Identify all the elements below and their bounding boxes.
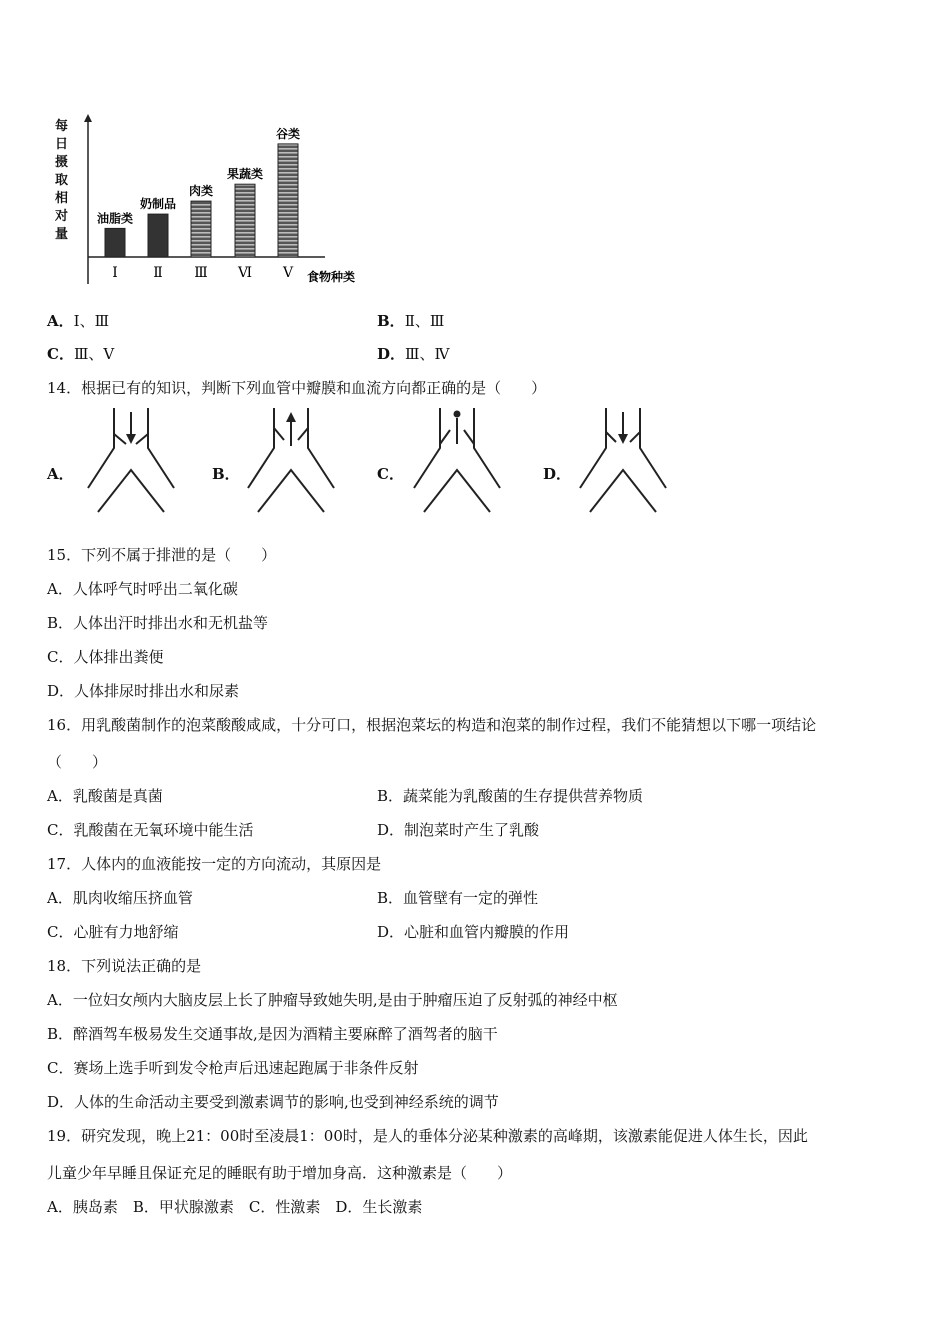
q14-label-b: B． <box>212 465 240 483</box>
q15-option-b: B．人体出汗时排出水和无机盐等 <box>47 614 269 632</box>
q16-stem: 16．用乳酸菌制作的泡菜酸酸咸咸，十分可口，根据泡菜坛的构造和泡菜的制作过程，我们不能猜想以下哪一项结论 <box>47 716 817 734</box>
y-axis-arrow <box>84 114 92 122</box>
q18-stem: 18．下列说法正确的是 <box>47 957 202 975</box>
q19-stem-cont: 儿童少年早睡且保证充足的睡眠有助于增加身高．这种激素是（ ） <box>47 1164 513 1182</box>
q15-option-d: D．人体排尿时排出水和尿素 <box>47 682 240 700</box>
x-tick-5: Ⅴ <box>282 265 294 281</box>
q16-option-c: C．乳酸菌在无氧环境中能生活 <box>47 821 254 839</box>
bar-label-5: 谷类 <box>275 126 301 141</box>
q17-option-b: B．血管壁有一定的弹性 <box>377 889 539 907</box>
q16-option-b: B．蔬菜能为乳酸菌的生存提供营养物质 <box>377 787 644 805</box>
bar-5 <box>278 144 298 257</box>
x-tick-1: Ⅰ <box>112 265 118 281</box>
bar-2 <box>148 214 168 257</box>
q18-option-c: C．赛场上选手听到发令枪声后迅速起跑属于非条件反射 <box>47 1059 419 1077</box>
bar-label-1: 油脂类 <box>96 211 134 226</box>
food-intake-chart <box>55 112 385 290</box>
q15-stem: 15．下列不属于排泄的是（ ） <box>47 546 277 564</box>
q16-option-a: A．乳酸菌是真菌 <box>47 787 163 805</box>
q13-option-a: A．Ⅰ、Ⅲ <box>47 312 110 330</box>
q17-stem: 17．人体内的血液能按一定的方向流动，其原因是 <box>47 855 382 873</box>
vessel-diagram-b <box>246 408 336 514</box>
q17-option-d: D．心脏和血管内瓣膜的作用 <box>377 923 570 941</box>
x-tick-2: Ⅱ <box>153 265 163 281</box>
q14-stem: 14．根据已有的知识，判断下列血管中瓣膜和血流方向都正确的是（ ） <box>47 379 547 397</box>
q18-option-d: D．人体的生命活动主要受到激素调节的影响,也受到神经系统的调节 <box>47 1093 499 1111</box>
q18-option-a: A．一位妇女颅内大脑皮层上长了肿瘤导致她失明,是由于肿瘤压迫了反射弧的神经中枢 <box>47 991 618 1009</box>
bar-4 <box>235 184 255 257</box>
bar-label-3: 肉类 <box>188 184 214 199</box>
q13-option-d: D．Ⅲ、Ⅳ <box>377 345 450 363</box>
x-tick-3: Ⅲ <box>194 265 208 281</box>
bar-1 <box>105 228 125 257</box>
q15-option-a: A．人体呼气时呼出二氧化碳 <box>47 580 238 598</box>
q16-option-d: D．制泡菜时产生了乳酸 <box>377 821 540 839</box>
chart-x-axis-title: 食物种类 <box>307 270 356 284</box>
q19-stem: 19．研究发现，晚上21：00时至凌晨1：00时，是人的垂体分泌某种激素的高峰期，该激素能促进人体生长，因此 <box>47 1127 808 1145</box>
q17-option-c: C．心脏有力地舒缩 <box>47 923 179 941</box>
q14-label-a: A． <box>47 465 74 483</box>
q14-label-d: D． <box>543 465 572 483</box>
q19-options: A．胰岛素 B．甲状腺激素 C．性激素 D．生长激素 <box>47 1198 423 1216</box>
bar-label-2: 奶制品 <box>139 197 177 212</box>
q18-option-b: B．醉酒驾车极易发生交通事故,是因为酒精主要麻醉了酒驾者的脑干 <box>47 1025 498 1043</box>
q13-option-c: C．Ⅲ、Ⅴ <box>47 345 115 363</box>
q17-option-a: A．肌肉收缩压挤血管 <box>47 889 193 907</box>
bar-label-4: 果蔬类 <box>226 167 264 182</box>
q16-stem-paren: （ ） <box>47 753 108 771</box>
chart-svg <box>55 112 385 290</box>
vessel-diagram-a <box>86 408 176 514</box>
x-tick-4: Ⅵ <box>237 265 253 281</box>
bar-3 <box>191 201 211 257</box>
vessel-diagram-c <box>412 408 502 514</box>
q13-option-b: B．Ⅱ、Ⅲ <box>377 312 445 330</box>
q15-option-c: C．人体排出粪便 <box>47 648 164 666</box>
chart-y-axis-title: 每日摄取相对量 <box>55 119 69 242</box>
vessel-diagram-d <box>578 408 668 514</box>
q14-label-c: C． <box>377 465 404 483</box>
